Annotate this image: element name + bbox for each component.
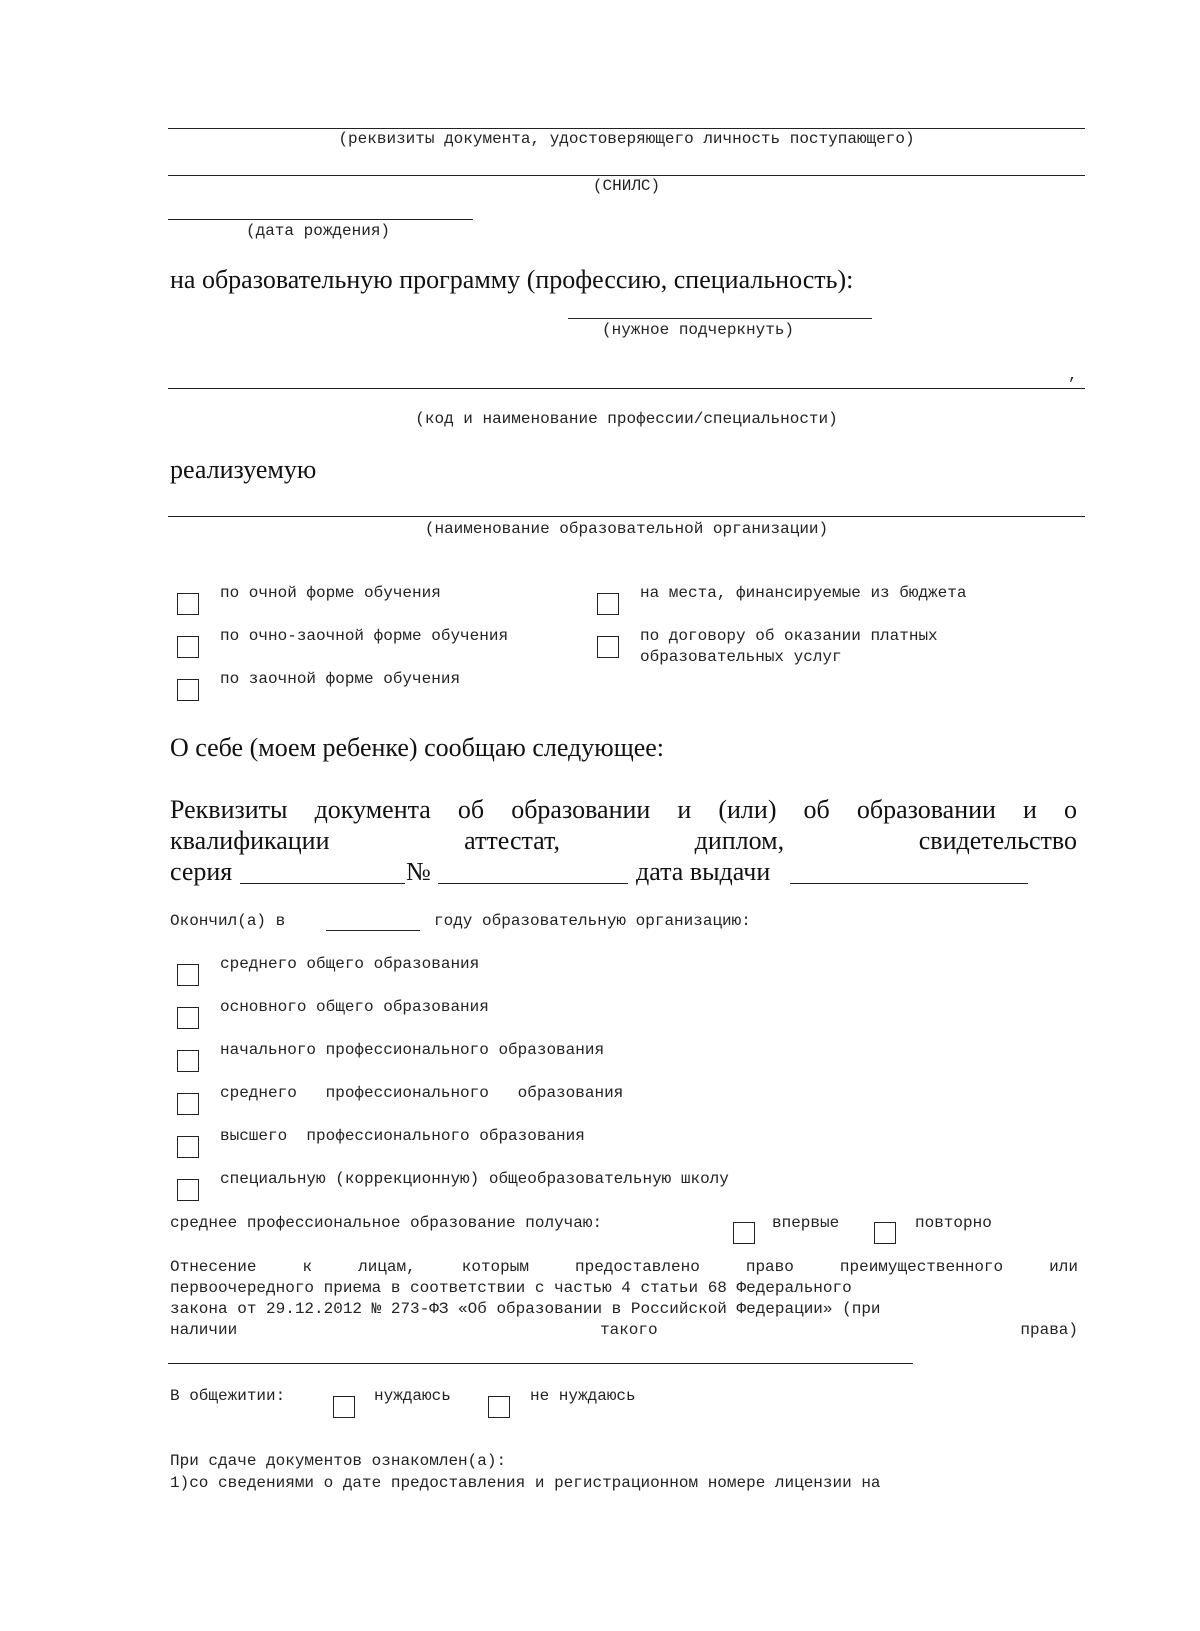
word: образовании [511,795,651,824]
part-time-label: по очно-заочной форме обучения [220,627,509,645]
budget-label: на места, финансируемые из бюджета [640,584,967,602]
acknowledge-title: При сдаче документов ознакомлен(а): [170,1452,507,1470]
distance-checkbox[interactable] [177,679,199,701]
underline-hint-line [568,318,872,319]
series-field[interactable] [240,883,405,884]
acknowledge-item-1: 1)со сведениями о дате предоставления и регистрационном номере лицензии на [170,1474,881,1492]
word: права) [1020,1321,1078,1339]
distance-label: по заочной форме обучения [220,670,461,688]
word: наличии [170,1321,238,1339]
higher-vocational-label: высшего профессионального образования [220,1127,585,1145]
education-doc-line1 [170,795,1077,825]
full-time-label: по очной форме обучения [220,584,441,602]
word: об [457,795,485,824]
full-time-checkbox[interactable] [177,593,199,615]
word: документа [314,795,431,824]
word: к [302,1258,313,1276]
contract-checkbox[interactable] [597,636,619,658]
word: о [1064,795,1077,824]
budget-checkbox[interactable] [597,593,619,615]
graduation-year-field[interactable] [326,930,420,931]
contract-label-line1: по договору об оказании платных [640,627,938,645]
profession-code-line[interactable] [168,388,1085,389]
organization-caption: (наименование образовательной организации) [424,520,829,538]
graduated-suffix: году образовательную организацию: [434,912,751,930]
spo-repeat-label: повторно [915,1214,992,1232]
part-time-checkbox[interactable] [177,636,199,658]
spo-label: среднее профессиональное образование получаю: [170,1214,603,1232]
word: и [1023,795,1037,824]
underline-hint-caption: (нужное подчеркнуть) [602,321,795,339]
priority-line4 [170,1321,1078,1339]
birth-date-line[interactable] [168,219,473,220]
birth-date-caption: (дата рождения) [246,222,391,240]
word: предоставлено [574,1258,700,1276]
word: такого [600,1321,658,1339]
special-school-label: специальную (коррекционную) общеобразовательную школу [220,1170,729,1188]
issue-date-field[interactable] [790,883,1028,884]
word: (или) [718,795,777,824]
word: Отнесение [170,1258,257,1276]
profession-code-caption: (код и наименование профессии/специальности) [415,410,838,428]
program-heading: на образовательную программу (профессию, специальность): [170,265,854,294]
dormitory-not-needs-checkbox[interactable] [488,1396,510,1418]
secondary-general-checkbox[interactable] [177,964,199,986]
word: которым [461,1258,529,1276]
word: лицам, [358,1258,416,1276]
priority-right-field[interactable] [168,1363,913,1364]
secondary-vocational-label: среднего профессионального образования [220,1084,624,1102]
series-label: серия [170,857,233,886]
priority-line2: первоочередного приема в соответствии с частью 4 статьи 68 Федерального [170,1279,852,1297]
graduated-prefix: Окончил(а) в [170,912,286,930]
priority-line3: закона от 29.12.2012 № 273-ФЗ «Об образовании в Российской Федерации» (при [170,1300,881,1318]
special-school-checkbox[interactable] [177,1179,199,1201]
primary-vocational-checkbox[interactable] [177,1050,199,1072]
word: и [677,795,692,824]
spo-first-time-label: впервые [772,1214,840,1232]
word: об [803,795,830,824]
secondary-vocational-checkbox[interactable] [177,1093,199,1115]
word: диплом, [694,826,785,855]
secondary-general-label: среднего общего образования [220,955,480,973]
word: преимущественного [839,1258,1004,1276]
basic-general-checkbox[interactable] [177,1007,199,1029]
primary-vocational-label: начального профессионального образования [220,1041,605,1059]
priority-line1 [170,1258,1078,1276]
code-line-comma: , [1068,366,1078,384]
snils-caption: (СНИЛС) [592,177,661,195]
dormitory-not-needs-label: не нуждаюсь [530,1387,636,1405]
basic-general-label: основного общего образования [220,998,489,1016]
number-label: № [406,857,431,886]
spo-repeat-checkbox[interactable] [874,1222,896,1244]
higher-vocational-checkbox[interactable] [177,1136,199,1158]
issue-date-label: дата выдачи [636,857,771,886]
word: Реквизиты [170,795,288,824]
dormitory-needs-label: нуждаюсь [374,1387,451,1405]
snils-line[interactable] [168,175,1085,176]
word: или [1049,1258,1078,1276]
about-heading: О себе (моем ребенке) сообщаю следующее: [170,733,665,762]
realized-label: реализуемую [170,455,317,484]
identity-doc-caption: (реквизиты документа, удостоверяющего личность поступающего) [338,130,915,148]
word: образовании [856,795,996,824]
dormitory-needs-checkbox[interactable] [333,1396,355,1418]
word: право [745,1258,794,1276]
dormitory-label: В общежитии: [170,1387,286,1405]
number-field[interactable] [438,883,628,884]
spo-first-time-checkbox[interactable] [733,1222,755,1244]
word: аттестат, [464,826,560,855]
contract-label-line2: образовательных услуг [640,648,842,666]
education-doc-line2 [170,826,1077,856]
word: свидетельство [918,826,1077,855]
organization-line[interactable] [168,516,1085,517]
identity-doc-line[interactable] [168,128,1085,129]
word: квалификации [170,826,330,855]
